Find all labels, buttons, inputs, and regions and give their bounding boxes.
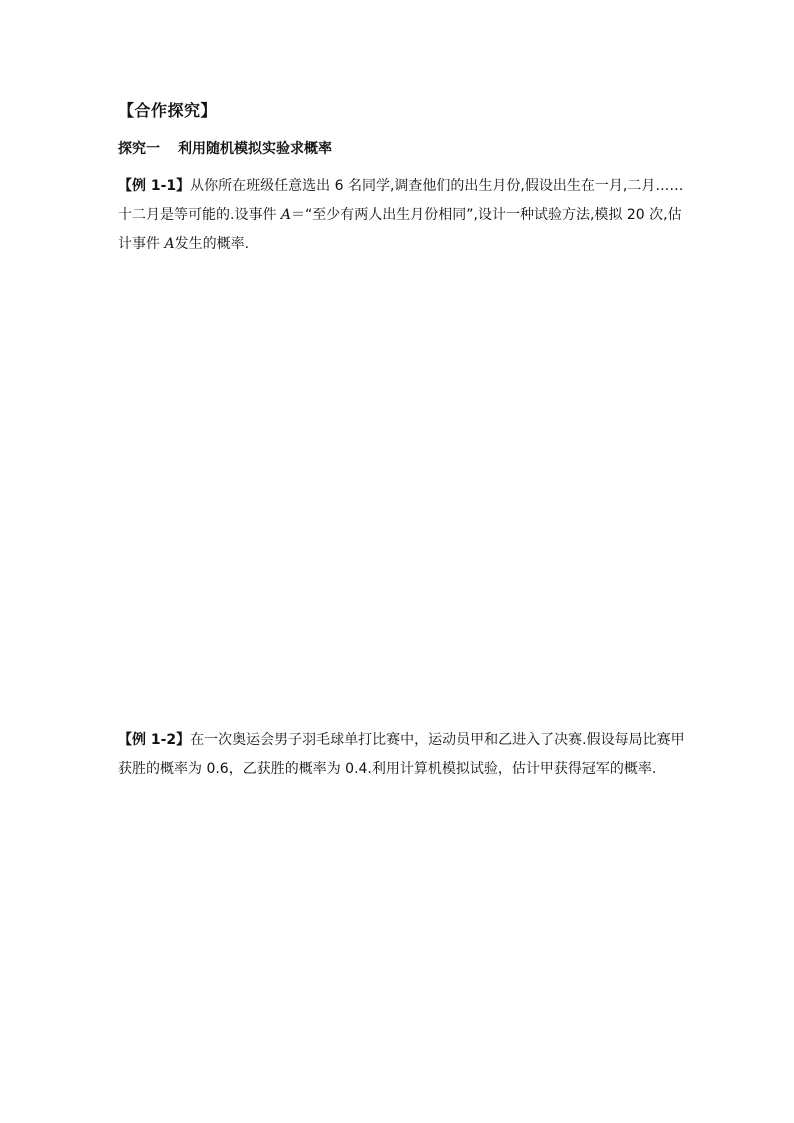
example-1-2-text-1: 在一次奥运会男子羽毛球单打比赛中，运动员甲和乙进入了决赛.假设每局比赛甲 [190,732,685,748]
topic-heading [118,138,332,158]
section-heading: 【合作探究】 [118,101,218,120]
example-1-1 [118,172,684,259]
example-1-1-line-2 [118,201,682,230]
example-1-1-text-3b: 发生的概率. [174,236,250,252]
example-1-2-line-1 [118,726,685,755]
example-1-2-tag: 【例 1-2】 [118,732,191,748]
example-1-2 [118,726,685,784]
topic-label: 探究一 [118,141,160,157]
example-1-1-tag: 【例 1-1】 [118,178,191,194]
example-1-1-text-2a: 十二月是等可能的.设事件 [118,207,281,223]
example-1-1-text-1: 从你所在班级任意选出 6 名同学,调查他们的出生月份,假设出生在一月,二月…… [190,178,684,194]
example-1-1-text-3a: 计事件 [118,236,165,252]
example-1-2-line-2: 获胜的概率为 0.6，乙获胜的概率为 0.4.利用计算机模拟试验，估计甲获得冠军的概率. [118,761,657,777]
topic-title: 利用随机模拟实验求概率 [178,141,332,157]
example-1-1-line-3 [118,230,678,259]
event-variable-a-second: A [164,236,175,252]
event-variable-a: A [280,207,292,223]
example-1-1-line-1 [118,172,684,201]
example-1-1-text-2b: ＝“至少有两人出生月份相同”,设计一种试验方法,模拟 20 次,估 [291,207,682,223]
